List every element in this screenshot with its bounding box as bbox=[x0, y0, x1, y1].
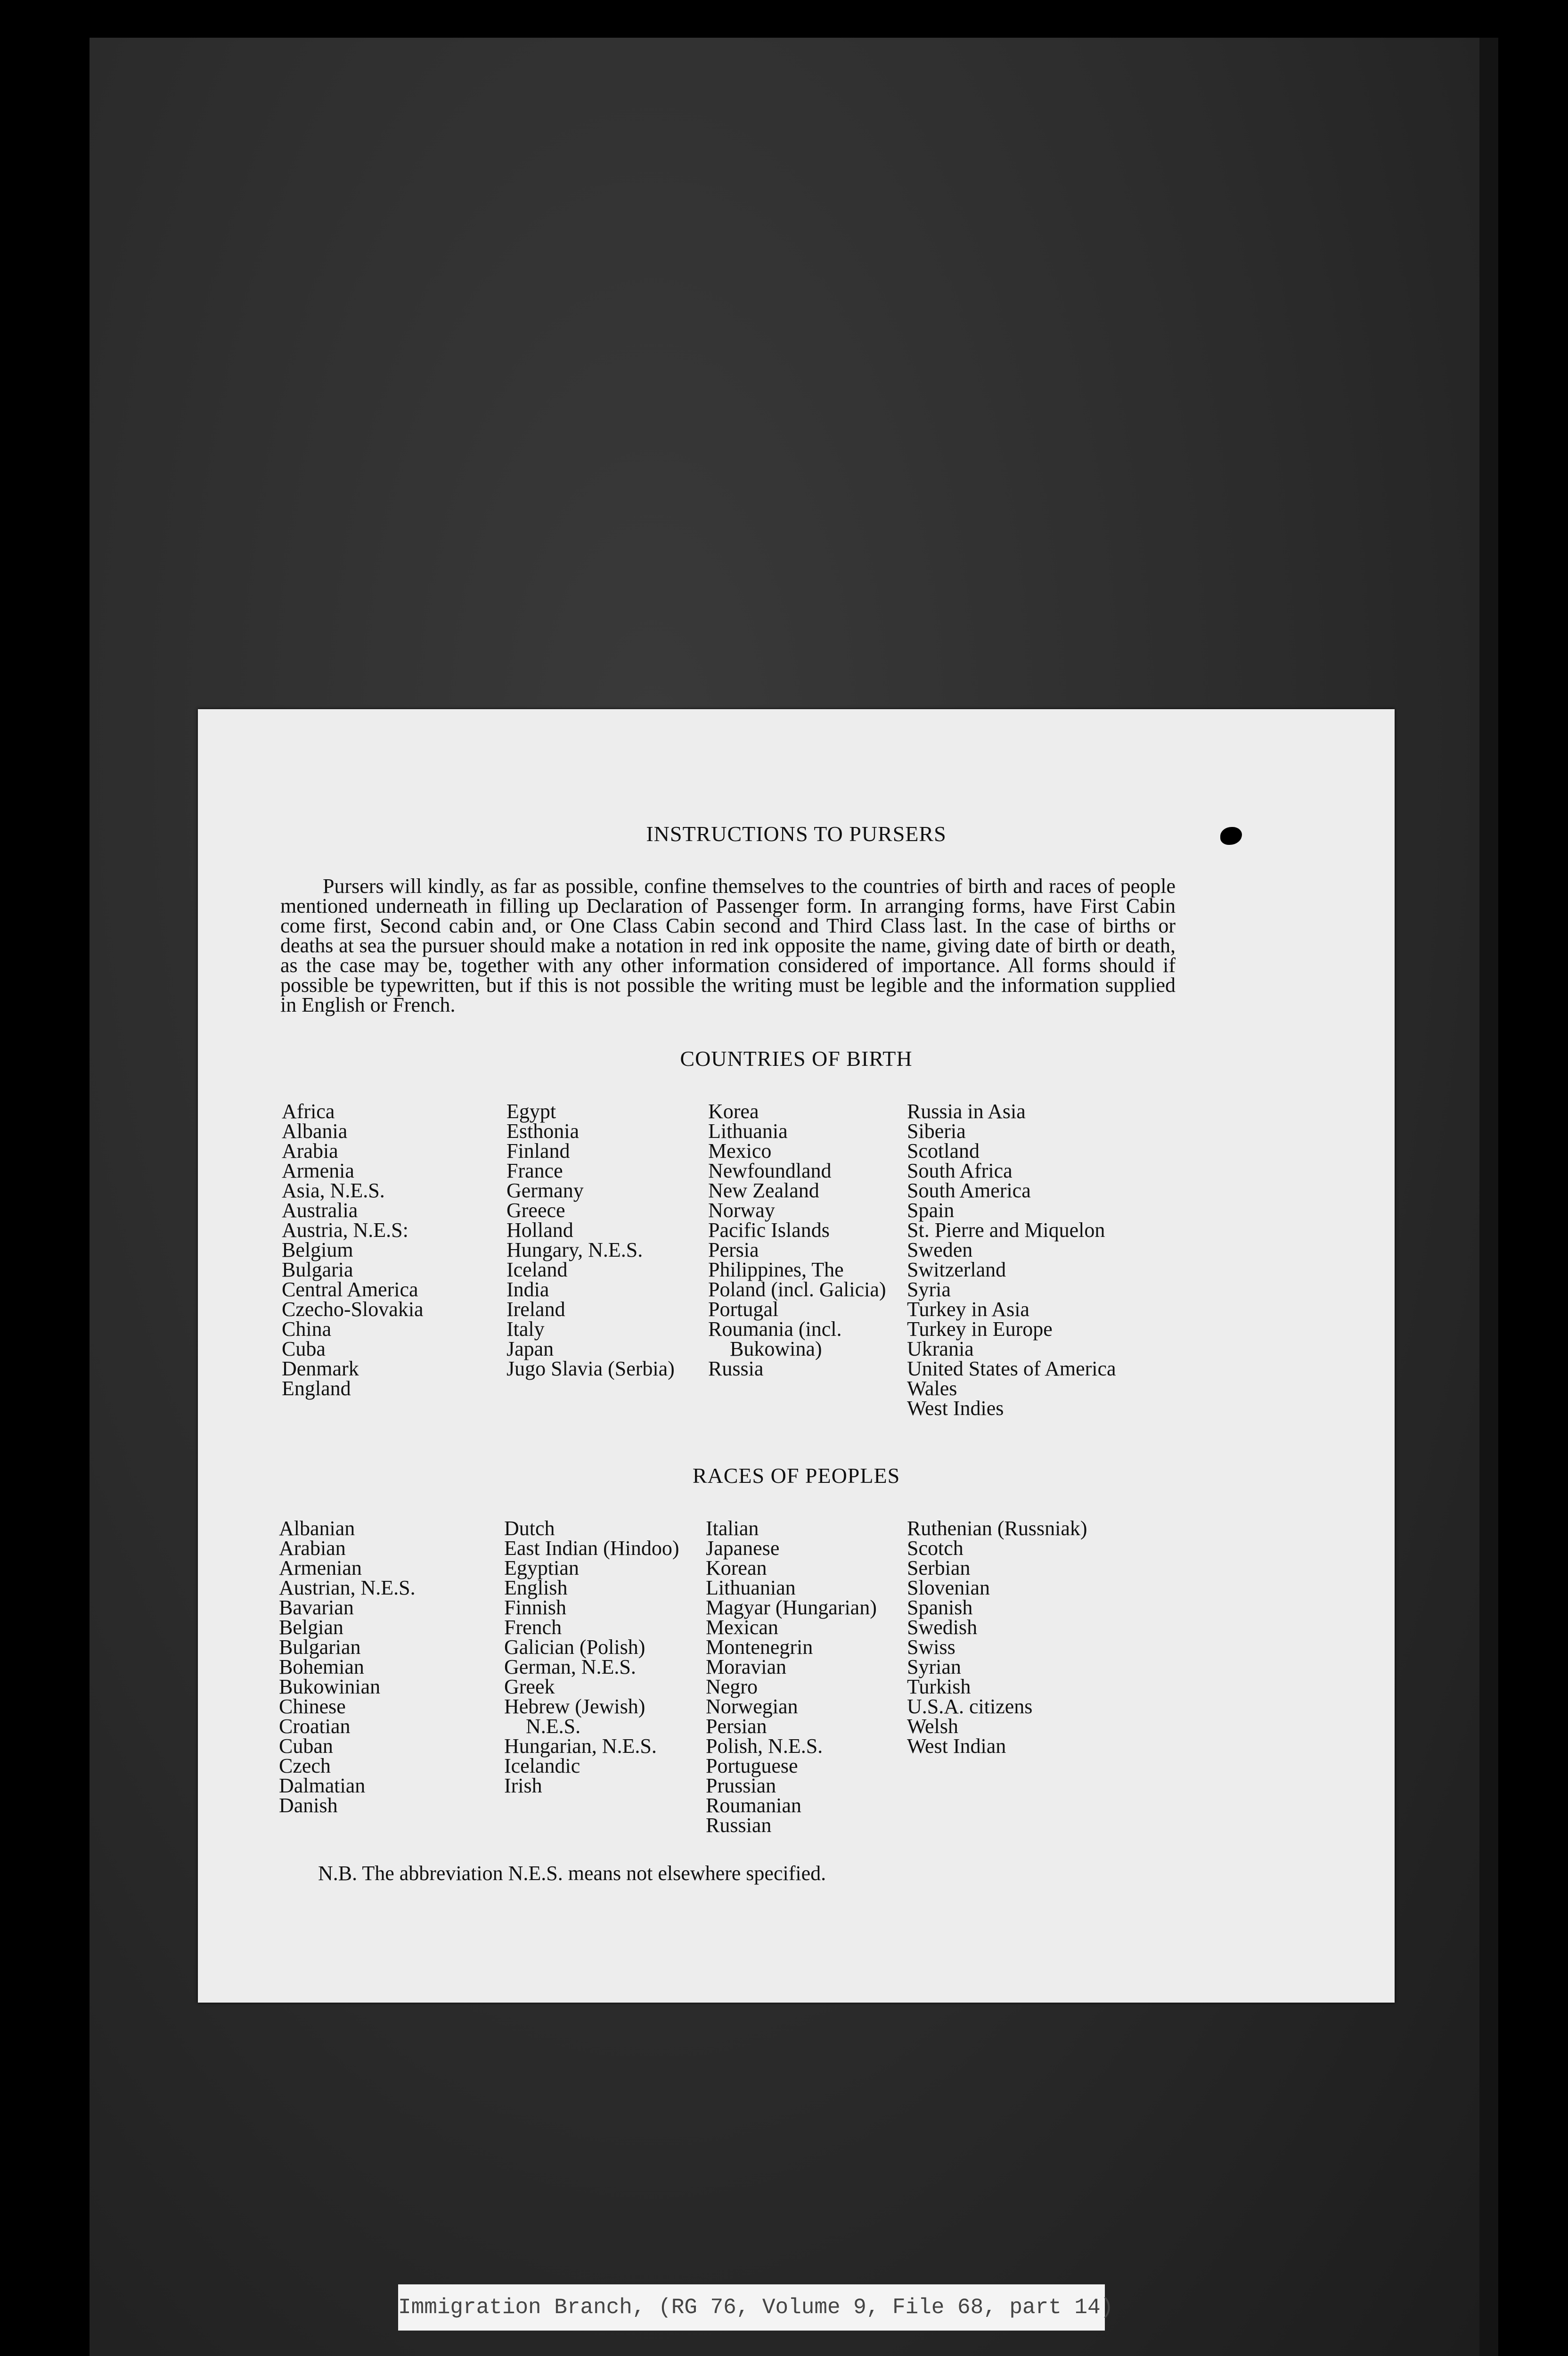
abbreviation-note: N.B. The abbreviation N.E.S. means not elsewhere specified. bbox=[318, 1862, 826, 1885]
race-item: Cuban bbox=[279, 1734, 333, 1758]
race-item: Mexican bbox=[706, 1616, 778, 1639]
race-item: Portuguese bbox=[706, 1754, 798, 1777]
race-item: Persian bbox=[706, 1715, 767, 1738]
race-item: Turkish bbox=[907, 1675, 971, 1698]
race-item: Prussian bbox=[706, 1774, 776, 1797]
race-item: Chinese bbox=[279, 1695, 346, 1718]
board-edge bbox=[1479, 38, 1498, 2356]
country-item: Siberia bbox=[907, 1120, 966, 1143]
race-item: Dutch bbox=[504, 1517, 555, 1540]
race-item: Irish bbox=[504, 1774, 542, 1797]
country-item: Switzerland bbox=[907, 1258, 1006, 1281]
country-item: Japan bbox=[506, 1337, 554, 1360]
races-heading: RACES OF PEOPLES bbox=[692, 1464, 900, 1488]
country-item: South America bbox=[907, 1179, 1031, 1202]
race-item: Bukowinian bbox=[279, 1675, 381, 1698]
race-item: Bulgarian bbox=[279, 1636, 361, 1659]
reference-label: Immigration Branch, (RG 76, Volume 9, File 68, part 14) bbox=[398, 2284, 1105, 2331]
race-item: Lithuanian bbox=[706, 1576, 796, 1599]
race-item: Finnish bbox=[504, 1596, 567, 1619]
country-item: France bbox=[506, 1159, 563, 1182]
country-item: South Africa bbox=[907, 1159, 1013, 1182]
country-item: Central America bbox=[282, 1278, 418, 1301]
country-item: Austria, N.E.S: bbox=[282, 1219, 408, 1242]
races-column-4 bbox=[907, 1519, 1087, 1756]
country-item: Cuba bbox=[282, 1337, 326, 1360]
country-item: Wales bbox=[907, 1377, 957, 1400]
country-item: United States of America bbox=[907, 1357, 1116, 1380]
country-item: Philippines, The bbox=[708, 1258, 844, 1281]
race-item: West Indian bbox=[907, 1734, 1006, 1758]
country-item: Persia bbox=[708, 1238, 759, 1261]
race-item: Icelandic bbox=[504, 1754, 580, 1777]
country-item: Scotland bbox=[907, 1139, 980, 1162]
country-item: Lithuania bbox=[708, 1120, 788, 1143]
instructions-paragraph bbox=[280, 876, 1176, 1015]
race-item: Galician (Polish) bbox=[504, 1636, 645, 1659]
country-item: Russia bbox=[708, 1357, 764, 1380]
country-item: Roumania (incl. bbox=[708, 1317, 842, 1341]
country-item: Bulgaria bbox=[282, 1258, 353, 1281]
countries-column-4 bbox=[907, 1102, 1116, 1418]
race-item: Japanese bbox=[706, 1537, 780, 1560]
country-item: Australia bbox=[282, 1199, 358, 1222]
race-item: Roumanian bbox=[706, 1794, 801, 1817]
race-item: Korean bbox=[706, 1556, 767, 1579]
race-item: English bbox=[504, 1576, 568, 1599]
race-item: Moravian bbox=[706, 1655, 787, 1678]
countries-heading: COUNTRIES OF BIRTH bbox=[680, 1047, 913, 1071]
country-item: Holland bbox=[506, 1219, 573, 1242]
race-item: Syrian bbox=[907, 1655, 961, 1678]
country-item: Russia in Asia bbox=[907, 1100, 1026, 1123]
race-item: Hebrew (Jewish) bbox=[504, 1695, 645, 1718]
country-item: Pacific Islands bbox=[708, 1219, 830, 1242]
country-item: Turkey in Europe bbox=[907, 1317, 1053, 1341]
races-column-2 bbox=[504, 1519, 679, 1796]
race-item: German, N.E.S. bbox=[504, 1655, 636, 1678]
race-item: Arabian bbox=[279, 1537, 346, 1560]
race-item: Norwegian bbox=[706, 1695, 798, 1718]
country-item: Ireland bbox=[506, 1298, 565, 1321]
race-item: Montenegrin bbox=[706, 1636, 813, 1659]
race-item: Egyptian bbox=[504, 1556, 579, 1579]
country-item: Newfoundland bbox=[708, 1159, 832, 1182]
country-item: Norway bbox=[708, 1199, 775, 1222]
race-item: Russian bbox=[706, 1814, 772, 1837]
country-item: Africa bbox=[282, 1100, 335, 1123]
country-item: Spain bbox=[907, 1199, 955, 1222]
race-item: Spanish bbox=[907, 1596, 973, 1619]
race-item: Negro bbox=[706, 1675, 758, 1698]
race-item: Czech bbox=[279, 1754, 331, 1777]
country-item: England bbox=[282, 1377, 351, 1400]
document-title: INSTRUCTIONS TO PURSERS bbox=[646, 822, 947, 846]
country-item: Albania bbox=[282, 1120, 348, 1143]
country-item: Belgium bbox=[282, 1238, 353, 1261]
countries-column-3 bbox=[708, 1102, 886, 1379]
country-item: India bbox=[506, 1278, 549, 1301]
country-item: Turkey in Asia bbox=[907, 1298, 1029, 1321]
country-item: Asia, N.E.S. bbox=[282, 1179, 385, 1202]
race-item: Austrian, N.E.S. bbox=[279, 1576, 416, 1599]
country-item: Italy bbox=[506, 1317, 545, 1341]
country-item: Jugo Slavia (Serbia) bbox=[506, 1357, 675, 1380]
country-item: Czecho-Slovakia bbox=[282, 1298, 424, 1321]
race-item: Belgian bbox=[279, 1616, 343, 1639]
country-item: Germany bbox=[506, 1179, 584, 1202]
race-item: Polish, N.E.S. bbox=[706, 1734, 823, 1758]
country-item: West Indies bbox=[907, 1397, 1004, 1420]
race-item: Bohemian bbox=[279, 1655, 364, 1678]
race-item: Greek bbox=[504, 1675, 555, 1698]
race-item: Swedish bbox=[907, 1616, 978, 1639]
race-item: Armenian bbox=[279, 1556, 362, 1579]
country-item: St. Pierre and Miquelon bbox=[907, 1219, 1105, 1242]
races-column-3 bbox=[706, 1519, 877, 1835]
race-item: Magyar (Hungarian) bbox=[706, 1596, 877, 1619]
race-item: Swiss bbox=[907, 1636, 956, 1659]
country-item: Mexico bbox=[708, 1139, 772, 1162]
race-item: Albanian bbox=[279, 1517, 355, 1540]
instructions-text: Pursers will kindly, as far as possible, confine themselves to the countries of birth and races of people mentioned underneath in filling up Declaration of Passenger form. In arranging forms, have First Cabin come first, Second cabin and, or One Class Cabin second and Third Class last. In the case of births or deaths at sea the pursuer should make a notation in red ink opposite the name, giving date of birth or death, as the case may be, together with any other information considered of importance. All forms should if possible be typewritten, but if this is not possible the writing must be legible and the information supplied in English or French. bbox=[280, 875, 1176, 1016]
country-item: Esthonia bbox=[506, 1120, 579, 1143]
race-item: Danish bbox=[279, 1794, 338, 1817]
race-item: Italian bbox=[706, 1517, 759, 1540]
country-item: Denmark bbox=[282, 1357, 359, 1380]
country-item: Syria bbox=[907, 1278, 951, 1301]
country-item: Sweden bbox=[907, 1238, 973, 1261]
country-item: Ukrania bbox=[907, 1337, 974, 1360]
country-item: Finland bbox=[506, 1139, 570, 1162]
race-item: Dalmatian bbox=[279, 1774, 366, 1797]
race-item: Scotch bbox=[907, 1537, 964, 1560]
race-item: Slovenian bbox=[907, 1576, 990, 1599]
country-item: Korea bbox=[708, 1100, 759, 1123]
country-item: Bukowina) bbox=[730, 1337, 822, 1360]
country-item: Poland (incl. Galicia) bbox=[708, 1278, 886, 1301]
country-item: Arabia bbox=[282, 1139, 338, 1162]
country-item: Iceland bbox=[506, 1258, 568, 1281]
races-column-1 bbox=[279, 1519, 416, 1816]
country-item: New Zealand bbox=[708, 1179, 819, 1202]
country-item: Armenia bbox=[282, 1159, 354, 1182]
race-item: Serbian bbox=[907, 1556, 971, 1579]
race-item: East Indian (Hindoo) bbox=[504, 1537, 679, 1560]
countries-column-2 bbox=[506, 1102, 675, 1379]
race-item: U.S.A. citizens bbox=[907, 1695, 1033, 1718]
race-item: Ruthenian (Russniak) bbox=[907, 1517, 1087, 1540]
race-item: Welsh bbox=[907, 1715, 958, 1738]
country-item: Hungary, N.E.S. bbox=[506, 1238, 643, 1261]
race-item: Hungarian, N.E.S. bbox=[504, 1734, 657, 1758]
country-item: Greece bbox=[506, 1199, 565, 1222]
country-item: Egypt bbox=[506, 1100, 556, 1123]
race-item: Croatian bbox=[279, 1715, 351, 1738]
race-item: Bavarian bbox=[279, 1596, 354, 1619]
countries-column-1 bbox=[282, 1102, 424, 1399]
country-item: Portugal bbox=[708, 1298, 779, 1321]
country-item: China bbox=[282, 1317, 332, 1341]
race-item: French bbox=[504, 1616, 562, 1639]
instructions-sheet bbox=[198, 709, 1395, 2003]
race-item: N.E.S. bbox=[526, 1715, 581, 1738]
